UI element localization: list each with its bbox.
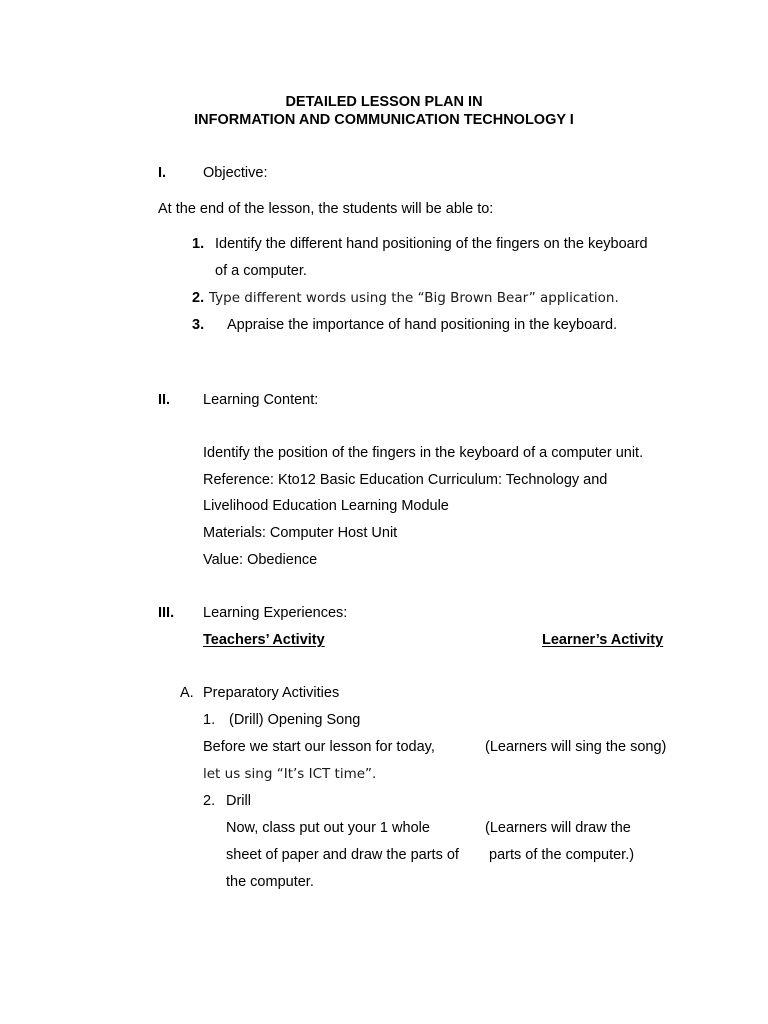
section-heading-learning-content: Learning Content:: [203, 392, 319, 408]
section-numeral-learning-experiences: III.: [158, 605, 175, 621]
section-heading-learning-experiences: Learning Experiences:: [203, 605, 348, 621]
teacher-activity-text: the computer.: [226, 874, 314, 890]
activity-number: 1.: [203, 712, 216, 728]
teacher-activity-text: sheet of paper and draw the parts of: [226, 847, 459, 863]
learner-activity-text: (Learners will draw the: [485, 820, 631, 836]
learner-activity-text: parts of the computer.): [489, 847, 635, 863]
document-title-line1: DETAILED LESSON PLAN IN: [285, 94, 483, 110]
activity-number: 2.: [203, 793, 216, 809]
teachers-activity-header: Teachers’ Activity: [203, 632, 325, 648]
teacher-activity-text: let us sing “It’s ICT time”.: [203, 766, 377, 782]
learning-content-line: Livelihood Education Learning Module: [203, 498, 449, 514]
subsection-letter: A.: [180, 685, 194, 701]
subsection-heading: Preparatory Activities: [203, 685, 340, 701]
activity-label: (Drill) Opening Song: [229, 712, 361, 728]
learner-activity-text: (Learners will sing the song): [485, 739, 667, 755]
objective-item-number: 1.: [192, 236, 205, 252]
teacher-activity-text: Before we start our lesson for today,: [203, 739, 435, 755]
teacher-activity-text: Now, class put out your 1 whole: [226, 820, 430, 836]
objective-item-text: Identify the different hand positioning of the fingers on the keyboard: [215, 236, 648, 252]
objective-item-number: 3.: [192, 317, 205, 333]
objective-item-text: Appraise the importance of hand positioning in the keyboard.: [227, 317, 618, 333]
objective-item-number: 2.: [192, 290, 205, 306]
activity-label: Drill: [226, 793, 251, 809]
section-numeral-learning-content: II.: [158, 392, 171, 408]
objective-item-text-cont: of a computer.: [215, 263, 307, 279]
learning-content-line: Materials: Computer Host Unit: [203, 525, 398, 541]
learning-content-line: Identify the position of the fingers in the keyboard of a computer unit.: [203, 445, 644, 461]
section-heading-objective: Objective:: [203, 165, 268, 181]
objective-intro: At the end of the lesson, the students will be able to:: [158, 201, 494, 217]
learning-content-line: Value: Obedience: [203, 552, 318, 568]
objective-item-text: Type different words using the “Big Brown Bear” application.: [209, 290, 619, 306]
document-title-line2: INFORMATION AND COMMUNICATION TECHNOLOGY I: [194, 112, 574, 128]
learning-content-line: Reference: Kto12 Basic Education Curriculum: Technology and: [203, 472, 608, 488]
learners-activity-header: Learner’s Activity: [542, 632, 664, 648]
section-numeral-objective: I.: [158, 165, 167, 181]
